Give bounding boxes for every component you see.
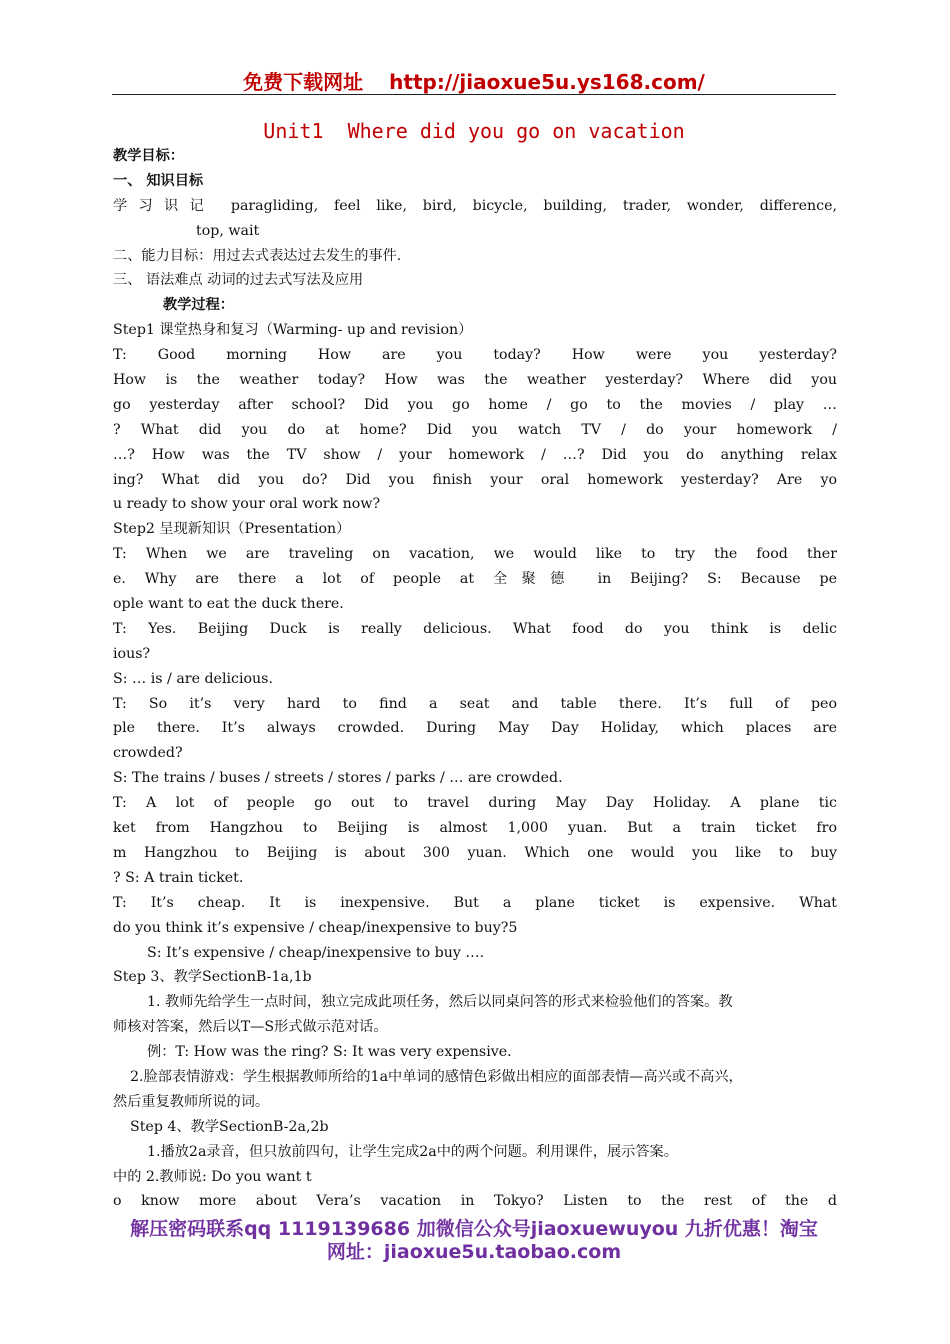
line-vocab: 学习识记 paragliding, feel like, bird, bicycle, building, trader, wonder, difference, (113, 197, 837, 214)
line-text: ious? (113, 645, 151, 662)
line-text: ing? What did you do? Did you finish your oral homework yesterday? Are yo (113, 471, 837, 488)
line-process-heading: 教学过程： (163, 297, 234, 314)
line-step4: Step 4、教学SectionB-2a,2b (130, 1118, 329, 1135)
line-text: 然后重复教师所说的词。 (113, 1093, 270, 1110)
document-title: Unit1 Where did you go on vacation (263, 119, 685, 143)
line-text: T: So it’s very hard to find a seat and table there. It’s full of peo (113, 695, 837, 712)
line-step1: Step1 课堂热身和复习（Warming- up and revision） (113, 322, 473, 339)
line-text: 1.播放2a录音，但只放前四句，让学生完成2a中的两个问题。利用课件，展示答案。 (147, 1143, 678, 1160)
line-text: T: Yes. Beijing Duck is really delicious. What food do you think is delic (113, 620, 837, 637)
line-text: S: It’s expensive / cheap/inexpensive to buy …. (147, 944, 485, 961)
header-label: 免费下载网址 (243, 70, 364, 94)
footer-shop-url[interactable]: 网址：jiaoxue5u.taobao.com (326, 1241, 622, 1263)
line-text: T: Good morning How are you today? How were you yesterday? (113, 347, 837, 364)
line-text: 1. 教师先给学生一点时间，独立完成此项任务，然后以同桌问答的形式来检验他们的答案。教 (147, 994, 733, 1011)
line-text: ople want to eat the duck there. (113, 596, 344, 613)
line-grammar: 三、 语法难点 动词的过去式写法及应用 (113, 272, 364, 289)
line-knowledge-goal: 一、 知识目标 (113, 172, 204, 189)
line-text: S: The trains / buses / streets / stores / parks / … are crowded. (113, 770, 563, 787)
line-text: ? What did you do at home? Did you watch TV / do your homework / (113, 421, 837, 438)
line-text: e. Why are there a lot of people at 全聚德 in Beijing? S: Because pe (113, 571, 837, 588)
line-text: u ready to show your oral work now? (113, 496, 381, 513)
line-text: o know more about Vera’s vacation in Tokyo? Listen to the rest of the d (113, 1193, 837, 1210)
line-text: ? S: A train ticket. (113, 869, 244, 886)
line-text: go yesterday after school? Did you go home / go to the movies / play … (113, 396, 837, 413)
line-text: m Hangzhou to Beijing is about 300 yuan. Which one would you like to buy (113, 844, 837, 861)
line-text: crowded? (113, 745, 183, 762)
line-text: 师核对答案，然后以T—S形式做示范对话。 (113, 1019, 388, 1036)
footer-contact: 解压密码联系qq 1119139686 加微信公众号jiaoxuewuyou 九折优惠！淘宝 (130, 1218, 818, 1240)
line-step2: Step2 呈现新知识（Presentation） (113, 521, 351, 538)
line-text: How is the weather today? How was the weather yesterday? Where did you (113, 372, 837, 389)
page-footer (112, 1218, 836, 1264)
line-text: 2.脸部表情游戏：学生根据教师所给的1a中单词的感情色彩做出相应的面部表情—高兴或不高兴， (130, 1068, 743, 1085)
line-text: 中的 2.教师说: Do you want t (113, 1168, 312, 1185)
document-body (113, 144, 837, 1214)
line-text: T: When we are traveling on vacation, we would like to try the food ther (113, 546, 837, 563)
line-text: ple there. It’s always crowded. During May Day Holiday, which places are (113, 720, 837, 737)
line-text: do you think it’s expensive / cheap/inexpensive to buy?5 (113, 919, 518, 936)
line-example: 例：T: How was the ring? S: It was very expensive. (147, 1044, 512, 1061)
page-header (112, 66, 836, 94)
line-ability-goal: 二、能力目标：用过去式表达过去发生的事件. (113, 247, 402, 264)
header-link[interactable]: http://jiaoxue5u.ys168.com/ (389, 70, 705, 94)
line-vocab-cont: top, wait (196, 222, 260, 239)
header-divider (112, 94, 836, 95)
line-step3: Step 3、教学SectionB-1a,1b (113, 969, 312, 986)
line-text: T: A lot of people go out to travel during May Day Holiday. A plane tic (113, 795, 837, 812)
line-goals-heading: 教学目标： (113, 148, 184, 164)
line-text: …? How was the TV show / your homework / …? Did you do anything relax (113, 446, 837, 463)
line-text: T: It’s cheap. It is inexpensive. But a plane ticket is expensive. What (113, 894, 837, 911)
line-text: ket from Hangzhou to Beijing is almost 1,000 yuan. But a train ticket fro (113, 820, 837, 837)
line-text: S: … is / are delicious. (113, 670, 273, 687)
